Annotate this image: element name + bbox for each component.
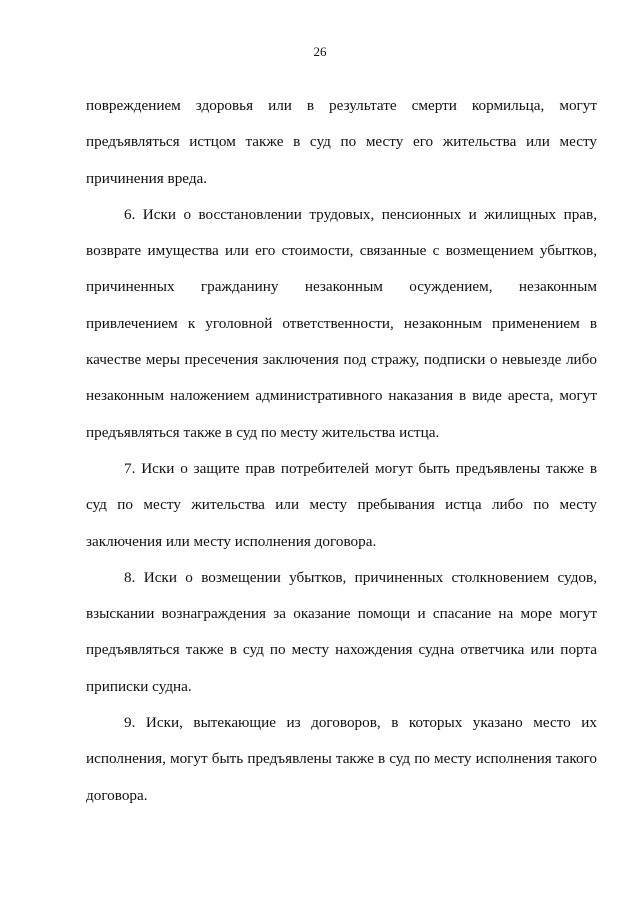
paragraph-item-6: 6. Иски о восстановлении трудовых, пенсионных и жилищных прав, возврате имущества или его стоимости, связанные с возмещением убытков, причиненных гражданину незаконным осуждением, незаконным привлечением к уголовной ответственности, незаконным применением в качестве меры пресечения заключения под стражу, подписки о невыезде либо незаконным наложением административного наказания в виде ареста, могут предъявляться также в суд по месту жительства истца. <box>86 205 597 441</box>
page-body <box>86 88 597 814</box>
page-number: 26 <box>313 44 327 59</box>
paragraph-item-7: 7. Иски о защите прав потребителей могут быть предъявлены также в суд по месту жительства или месту пребывания истца либо по месту заключения или месту исполнения договора. <box>86 459 597 550</box>
paragraph-item-9: 9. Иски, вытекающие из договоров, в которых указано место их исполнения, могут быть предъявлены также в суд по месту исполнения такого договора. <box>86 714 597 804</box>
paragraph-continuation: повреждением здоровья или в результате смерти кормильца, могут предъявляться истцом также в суд по месту его жительства или месту причинения вреда. <box>86 97 597 187</box>
paragraph-item-8: 8. Иски о возмещении убытков, причиненных столкновением судов, взыскании вознаграждения за оказание помощи и спасание на море могут предъявляться также в суд по месту нахождения судна ответчика или порта приписки судна. <box>86 568 597 695</box>
